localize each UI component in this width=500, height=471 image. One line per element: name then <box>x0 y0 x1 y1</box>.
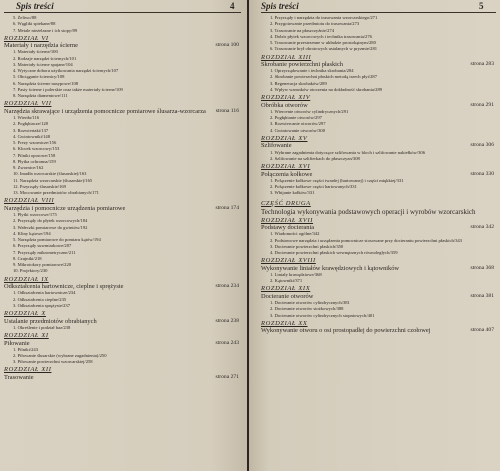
toc-subentry: 5. Narzędzia pomiarowe do pomiaru kątów/194 <box>13 237 101 243</box>
toc-subentry: 9. Zwornice/162 <box>13 165 44 171</box>
chapter-number <box>261 135 496 143</box>
chapter-number-label: ROZDZIAŁ VII <box>4 100 52 108</box>
toc-subentry: 2. Przyrządy do płytek wzorcowych/184 <box>13 218 88 224</box>
toc-subentry: 4. Kliny kątowe/194 <box>13 230 51 236</box>
toc-subentry: 3. Rozwiertaki/137 <box>13 127 49 133</box>
chapter-title-text: Trasowanie <box>4 373 34 381</box>
page-header <box>4 0 241 12</box>
left-page <box>0 0 247 471</box>
page-number: 5 <box>479 1 484 11</box>
toc-subentry: 11. Narzędzia wzorcarskie (ślusarskie)/165 <box>13 177 93 183</box>
chapter-page-ref: strona 100 <box>215 42 239 49</box>
page-header <box>261 0 496 12</box>
chapter-number <box>261 320 496 328</box>
chapter-page-ref: strona 234 <box>215 283 239 290</box>
right-page <box>249 0 500 471</box>
chapter-number-label: ROZDZIAŁ XVI <box>261 163 311 171</box>
toc-subentry: 7. Przyrządy mikrometryczne/211 <box>13 249 76 255</box>
toc-subentry: 3. Regeneracja skrobaków/289 <box>270 80 327 86</box>
header-rule <box>261 12 496 13</box>
chapter-title <box>261 293 496 300</box>
toc-subentry: 1. Odkształcenia hartownicze/234 <box>13 290 76 296</box>
header-title: Spis treści <box>16 1 54 11</box>
chapter-number-label: ROZDZIAŁ XIX <box>261 285 311 293</box>
toc-subentry: 4. Wpływ warunków otoczenia na dokładność skrobania/289 <box>270 86 383 92</box>
chapter-number <box>261 163 496 171</box>
toc-subentry: 3. Rozwiercanie otworów/297 <box>270 121 326 127</box>
chapter-number-label: ROZDZIAŁ XIV <box>261 94 311 102</box>
chapter-number-label: ROZDZIAŁ XII <box>4 366 52 374</box>
chapter-title <box>261 142 496 149</box>
toc-subentry: 6. Przyrządy suwmiarkowe/207 <box>13 243 72 249</box>
toc-subentry: 3. Wbijanie kołków/331 <box>270 190 315 196</box>
chapter-number <box>4 197 241 205</box>
chapter-title <box>261 102 496 109</box>
toc-subentry: 5. Frezy wzornicze/156 <box>13 140 57 146</box>
toc-subentry: 2. Pogłębianie otworów/297 <box>270 115 322 121</box>
chapter-title <box>261 171 496 178</box>
chapter-title <box>4 374 241 381</box>
chapter-title-text: Narzędzia i pomocnicze urządzenia pomiarowe <box>4 204 126 212</box>
toc-subentry: 3. Piłowanie powierzchni wzorcarskiej/258 <box>13 359 93 365</box>
toc-subentry: 3. Wałeczki pomiarowe do gwintów/192 <box>13 224 88 230</box>
chapter-page-ref: strona 306 <box>470 142 494 149</box>
part-heading: CZĘŚĆ DRUGA <box>261 199 311 207</box>
chapter-title-text: Wykonywanie otworu o osi prostopadłej do powierzchni czołowej <box>261 327 431 335</box>
chapter-number-label: ROZDZIAŁ VIII <box>4 197 55 205</box>
chapter-title-text: Podstawy docierania <box>261 224 315 232</box>
chapter-page-ref: strona 368 <box>470 264 494 271</box>
toc-subentry: 5. Trasowanie przestrzenne w układzie prostokątnym/280 <box>270 40 376 45</box>
toc-subentry: 1. Określenie i podział baz/238 <box>13 324 71 330</box>
chapter-number-label: ROZDZIAŁ XV <box>261 134 308 142</box>
toc-subentry: 8. Czujniki/218 <box>13 255 42 261</box>
toc-subentry: 7. Metale nieżelazne i ich stopy/89 <box>13 27 78 33</box>
chapter-title <box>261 61 496 68</box>
toc-subentry: 1. Liniały krawędziowe/368 <box>270 271 322 277</box>
page-number: 4 <box>230 1 235 11</box>
chapter-title-text: Szlifowanie <box>261 142 292 150</box>
toc-subentry: 4. Gwintowniki/148 <box>13 133 51 139</box>
toc-subentry: 1. Pilniki/243 <box>13 346 39 352</box>
toc-subentry: 2. Pogłębiacze/128 <box>13 121 48 127</box>
chapter-number <box>4 366 241 374</box>
toc-subentry: 1. Wybrane zagadnienia dotyczące szlifowania w bloch i szlifowanie nakiełków/306 <box>270 149 426 155</box>
chapter-number <box>261 217 496 225</box>
chapter-number-label: ROZDZIAŁ XVIII <box>261 257 316 265</box>
toc-subentry: 9. Mikrotokory pomiarowe/220 <box>13 262 72 268</box>
toc-subentry: 6. Klocek wzorcowy/153 <box>13 146 60 152</box>
chapter-title-text: Materiały i narzędzia ścierne <box>4 42 78 50</box>
toc-subentry: 2. Kątowniki/371 <box>270 278 303 284</box>
toc-subentry: 3. Materiały ścierne spajane/104 <box>13 61 73 67</box>
header-title: Spis treści <box>261 1 299 11</box>
chapter-number <box>261 94 496 102</box>
toc-subentry: 2. Skrobanie powierzchni płaskich metodą trzech płyt/287 <box>270 74 378 80</box>
chapter-page-ref: strona 174 <box>215 204 239 211</box>
chapter-page-ref: strona 243 <box>215 339 239 346</box>
toc-subentry: 2. Docieranie otworów stożkowych/388 <box>270 306 344 312</box>
toc-subentry: 1. Oprzyrządowanie i technika skrobania/284 <box>270 68 354 74</box>
chapter-number <box>261 285 496 293</box>
chapter-page-ref: strona 283 <box>470 61 494 67</box>
chapter-title <box>4 205 241 212</box>
toc-list-left <box>4 15 241 381</box>
toc-subentry: 10. Imadła wzorcarskie (ślusarskie)/163 <box>13 171 87 177</box>
chapter-page-ref: strona 330 <box>470 170 494 177</box>
toc-subentry: 7. Pilniki oporowe/158 <box>13 152 56 158</box>
toc-subentry: 1. Wiercenie otworów cylindrycznych/291 <box>270 108 349 114</box>
toc-subentry: 1. Docieranie otworów cylindrycznych/381 <box>270 300 350 306</box>
chapter-number <box>4 332 241 340</box>
toc-subentry: 2. Odkształcenia cieplne/235 <box>13 296 67 302</box>
chapter-page-ref: strona 291 <box>470 101 494 108</box>
toc-subentry: 13. Mocowanie przedmiotów obrabianych/171 <box>13 190 99 196</box>
toc-subentry: 4. Wytyczne doboru użytkowania narzędzi ściernych/107 <box>13 68 119 74</box>
chapter-number-label: ROZDZIAŁ XVII <box>261 216 314 224</box>
chapter-title-text: Połączenia kołkowe <box>261 170 313 178</box>
chapter-title <box>4 108 241 115</box>
chapter-title <box>4 318 241 325</box>
chapter-number <box>4 100 241 108</box>
chapter-title-text: Wykonywanie liniałów krawędziowych i kątowników <box>261 264 400 272</box>
chapter-title-text: Piłowanie <box>4 339 30 347</box>
chapter-page-ref: strona 407 <box>470 327 494 334</box>
toc-subentry: 2. Piłowanie ślusarskie (wybrane zagadnienia)/250 <box>13 352 107 358</box>
chapter-title <box>4 340 241 347</box>
toc-subentry: 3. Docieranie otworów cylindrycznych stopniowych/401 <box>270 312 375 318</box>
toc-subentry: 1. Materiały ścierne/100 <box>13 49 58 55</box>
chapter-number-label: ROZDZIAŁ X <box>4 310 46 318</box>
toc-subentry: 5. Obciąganie ściernicy/108 <box>13 74 65 80</box>
chapter-title-text: Skrobanie powierzchni płaskich <box>261 61 343 68</box>
chapter-number <box>261 257 496 265</box>
toc-subentry: 3. Trasowanie na płaszczyźnie/274 <box>270 27 335 33</box>
chapter-title <box>261 327 496 334</box>
toc-subentry: 1. Połączenie kołkowe części twardej (hartowanej) i części miękkiej/331 <box>270 177 404 183</box>
chapter-title <box>4 42 241 49</box>
toc-subentry: 4. Dobór płytek wzorcowych i technika trasowania/276 <box>270 33 372 39</box>
chapter-number-label: ROZDZIAŁ XI <box>4 332 49 340</box>
chapter-number <box>4 310 241 318</box>
toc-subentry: 6. Trasowanie brył obrotowych ustalanych w pryzmie/281 <box>270 46 378 52</box>
toc-subentry: 1. Płytki wzorcowe/175 <box>13 212 57 218</box>
chapter-title-text: Ustalanie przedmiotów obrabianych <box>4 317 97 325</box>
toc-subentry: 2. Połączenie kołkowe części hartowanych/331 <box>270 184 357 190</box>
toc-subentry: 5. Żeliwo/88 <box>13 15 37 20</box>
toc-subentry: 1. Przyrządy i narzędzia do trasowania wzorcarskiego/271 <box>270 15 378 20</box>
chapter-title-text: Narzędzia skrawające i urządzenia pomocnicze pomiarowe ślusarza-wzorcarza <box>4 107 206 115</box>
toc-subentry: 8. Narzędzia diamentowe/111 <box>13 93 68 99</box>
chapter-title-text: Docieranie otworów <box>261 292 314 300</box>
toc-subentry: 8. Płytka ochronna/159 <box>13 158 56 164</box>
toc-subentry: 1. Wiadomości ogólne/342 <box>270 231 320 237</box>
toc-subentry: 2. Rodzaje narzędzi ściernych/101 <box>13 55 77 61</box>
header-rule <box>4 12 241 13</box>
chapter-title-text: Obróbka otworów <box>261 101 308 109</box>
chapter-number-label: ROZDZIAŁ XX <box>261 319 308 327</box>
chapter-number <box>261 54 496 62</box>
toc-subentry: 12. Przyrządy ślusarskie/169 <box>13 183 66 189</box>
chapter-page-ref: strona 271 <box>215 373 239 380</box>
chapter-page-ref: strona 238 <box>215 317 239 324</box>
chapter-number-label: ROZDZIAŁ VI <box>4 34 49 42</box>
toc-subentry: 2. Szlifowanie na szlifierkach do płaszczyzn/308 <box>270 155 360 161</box>
toc-subentry: 3. Odkształcenia sprężyste/237 <box>13 302 71 308</box>
toc-list-right <box>261 15 496 335</box>
chapter-page-ref: strona 381 <box>470 292 494 299</box>
chapter-number-label: ROZDZIAŁ IX <box>4 275 49 283</box>
toc-subentry: 6. Węgliki spiekane/88 <box>13 21 56 27</box>
toc-subentry: 2. Przygotowanie przedmiotu do trasowania/273 <box>270 21 360 27</box>
toc-subentry: 2. Podstawowe narzędzia i urządzenia pomocnicze stosowane przy docieraniu powierzchni płaskich/343 <box>270 237 462 243</box>
chapter-number <box>4 35 241 43</box>
toc-subentry: 6. Narzędzia ścierne nasypowe/108 <box>13 80 79 86</box>
toc-subentry: 10. Projektory/230 <box>13 268 48 274</box>
chapter-title <box>261 224 496 231</box>
toc-subentry: 3. Docieranie powierzchni płaskich/350 <box>270 243 344 249</box>
chapter-title-text: Odkształcenia hartownicze, cieplne i sprężyste <box>4 283 124 291</box>
toc-subentry: 4. Docieranie powierzchni płaskich wewnętrznych równoległych/359 <box>270 250 398 256</box>
chapter-number <box>4 276 241 284</box>
chapter-page-ref: strona 116 <box>215 107 239 114</box>
chapter-title <box>4 283 241 290</box>
chapter-title <box>261 265 496 272</box>
chapter-page-ref: strona 342 <box>470 224 494 231</box>
chapter-number-label: ROZDZIAŁ XIII <box>261 53 312 61</box>
part-title: Technologia wykonywania podstawowych operacji i wyrobów wzorcarskich <box>261 207 476 216</box>
toc-subentry: 4. Gwintowanie otworów/300 <box>270 127 325 133</box>
toc-subentry: 1. Wiertła/116 <box>13 115 40 121</box>
toc-subentry: 7. Pasty ścierne i polerskie oraz także materiały ścierne/109 <box>13 86 123 92</box>
